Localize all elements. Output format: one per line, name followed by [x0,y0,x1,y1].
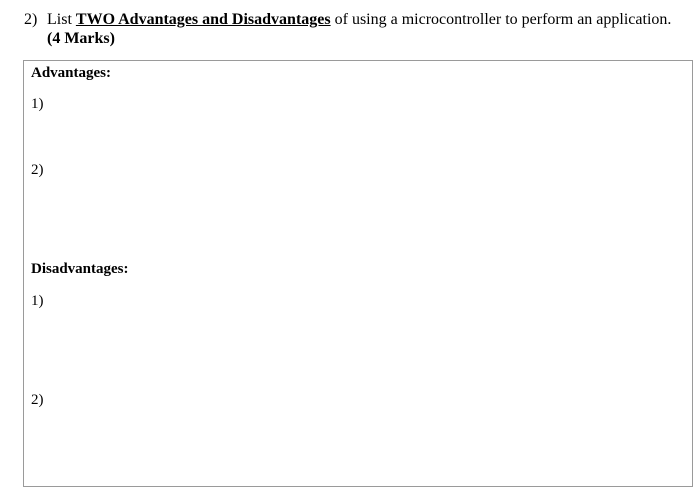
question-number: 2) [24,11,38,28]
question-line [24,10,694,29]
disadvantages-heading: Disadvantages: [31,261,129,277]
question-prompt [24,10,694,48]
question-suffix: of using a microcontroller to perform an application. [330,11,672,28]
disadvantage-item-1-label: 1) [31,293,44,309]
question-prefix: List [47,11,76,28]
advantage-item-1-label: 1) [31,96,44,112]
advantage-item-2-label: 2) [31,162,44,178]
question-emphasis: TWO Advantages and Disadvantages [75,11,331,28]
answer-box[interactable] [23,60,693,487]
question-marks: (4 Marks) [47,30,115,47]
disadvantage-item-2-label: 2) [31,392,44,408]
advantages-heading: Advantages: [31,65,112,81]
